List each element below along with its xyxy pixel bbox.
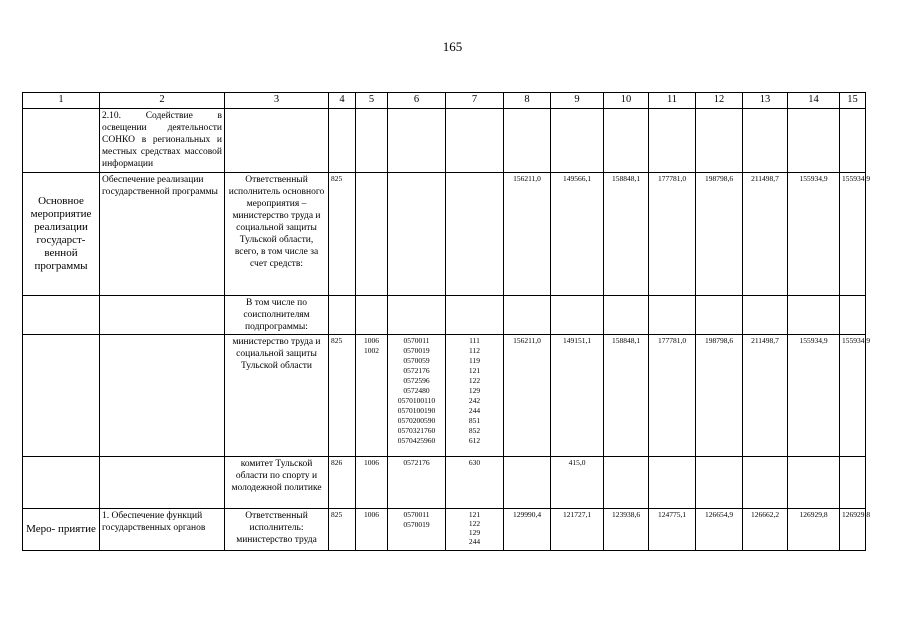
cell-line: 0572596 [403,376,430,385]
cell-line: 121 [468,510,481,519]
table-cell [649,457,696,509]
table-cell [388,335,446,457]
table-cell: 126654,9 [696,509,743,551]
table-cell: Основное мероприятие реализации государст- венной программы [23,173,100,296]
table-cell: 415,0 [551,457,604,509]
table-cell: 156211,0 [504,173,551,296]
header-cell: 7 [446,93,504,109]
table-cell: 825 [329,335,356,457]
cell-line: 0570321760 [397,426,436,435]
cell-line: 242 [468,396,481,405]
table-cell [388,109,446,173]
table-cell [504,457,551,509]
table-cell [388,509,446,551]
table-cell [696,296,743,335]
header-cell: 13 [743,93,788,109]
table-cell [225,109,329,173]
header-cell: 4 [329,93,356,109]
cell-line: 612 [468,436,481,445]
table-cell: 825 [329,173,356,296]
table-cell: 129990,4 [504,509,551,551]
table-cell: министерство труда и социальной защиты Тульской области [225,335,329,457]
table-cell [446,173,504,296]
cell-line: 1002 [364,346,379,355]
table-cell: 149566,1 [551,173,604,296]
cell-line: 244 [468,537,481,546]
table-cell [696,457,743,509]
table-cell [840,109,866,173]
table-cell: 155934,9 [788,173,840,296]
table-cell: 211498,7 [743,335,788,457]
table-cell [329,109,356,173]
header-cell: 5 [356,93,388,109]
table-cell [356,335,388,457]
table-cell: 155934,9 [788,335,840,457]
table-cell: 826 [329,457,356,509]
cell-line: 122 [468,519,481,528]
table-cell: 158848,1 [604,173,649,296]
table-cell [696,109,743,173]
table-cell [100,335,225,457]
table-cell: 630 [446,457,504,509]
table-cell: 126929,8 [840,509,866,551]
table-cell: В том числе по соисполнителям подпрограммы: [225,296,329,335]
cell-line: 0570011 [403,510,430,519]
table-cell: 0572176 [388,457,446,509]
table-cell: 156211,0 [504,335,551,457]
table-cell: комитет Тульской области по спорту и молодежной политике [225,457,329,509]
table-cell: 825 [329,509,356,551]
program-table [22,92,871,551]
table-cell: 121727,1 [551,509,604,551]
table-cell [356,296,388,335]
cell-line: 129 [468,528,481,537]
page-number: 165 [442,39,463,54]
table-cell [504,296,551,335]
cell-line: 851 [468,416,481,425]
cell-line: 0572480 [403,386,430,395]
table-cell: 1006 [356,457,388,509]
table-row [23,173,866,296]
table-cell: 1006 [356,509,388,551]
table-cell: Ответственный исполнитель основного мероприятия – министерство труда и социальной защиты Тульской области, всего, в том числе за счет средств: [225,173,329,296]
cell-line: 112 [469,346,480,355]
cell-line: 0570200590 [397,416,436,425]
table-cell [649,296,696,335]
table-cell [446,335,504,457]
table-cell [604,296,649,335]
header-cell: 1 [23,93,100,109]
table-cell [446,109,504,173]
table-cell [388,296,446,335]
table-cell: 124775,1 [649,509,696,551]
table-cell: Меро- приятие [23,509,100,551]
table-cell [446,296,504,335]
table-cell [23,109,100,173]
table-cell: 123938,6 [604,509,649,551]
table-cell [100,457,225,509]
cell-line: 0570100190 [397,406,436,415]
table-cell: 211498,7 [743,173,788,296]
table-cell [788,109,840,173]
table-cell [604,109,649,173]
table-cell [23,335,100,457]
table-cell [788,457,840,509]
header-cell: 15 [840,93,866,109]
cell-line: 0570425960 [397,436,436,445]
table-cell [604,457,649,509]
cell-line: 111 [469,336,480,345]
cell-line: 0570019 [403,520,430,529]
table-cell [551,109,604,173]
header-cell: 2 [100,93,225,109]
header-cell: 14 [788,93,840,109]
table-cell: 1. Обеспечение функций государственных органов [100,509,225,551]
table-cell [840,296,866,335]
table-row [23,509,866,551]
table-cell [649,109,696,173]
table-cell: 177781,0 [649,335,696,457]
table-cell [100,296,225,335]
table-cell: 2.10. Содействие в освещении деятельности СОНКО в региональных и местных средствах массовой информации [100,109,225,173]
table-cell [551,296,604,335]
cell-line: 0570059 [403,356,430,365]
table-cell [23,296,100,335]
table-cell: 177781,0 [649,173,696,296]
table-row [23,457,866,509]
table-cell: 198798,6 [696,335,743,457]
table-row [23,296,866,335]
table-cell [743,457,788,509]
table-cell [840,457,866,509]
cell-line: 129 [468,386,481,395]
table-cell: 155934,9 [840,335,866,457]
table-cell: 158848,1 [604,335,649,457]
table-cell: Обеспечение реализации государственной программы [100,173,225,296]
header-cell: 12 [696,93,743,109]
header-cell: 3 [225,93,329,109]
header-cell: 9 [551,93,604,109]
cell-line: 0572176 [403,366,430,375]
header-cell: 6 [388,93,446,109]
table-cell: 198798,6 [696,173,743,296]
table-cell [743,109,788,173]
header-cell: 8 [504,93,551,109]
table-cell [788,296,840,335]
table-cell [329,296,356,335]
cell-line: 122 [468,376,481,385]
header-cell: 11 [649,93,696,109]
header-cell: 10 [604,93,649,109]
table-cell: Ответственный исполнитель: министерство труда [225,509,329,551]
cell-line: 852 [468,426,481,435]
table-cell: 155934,9 [840,173,866,296]
cell-line: 0570011 [403,336,430,345]
table-cell [504,109,551,173]
table-row [23,335,866,457]
table-cell [356,109,388,173]
table-cell [446,509,504,551]
table-row [23,109,866,173]
table-cell [356,173,388,296]
table-cell [743,296,788,335]
cell-line: 0570019 [403,346,430,355]
table-cell [388,173,446,296]
cell-line: 1006 [364,336,379,345]
cell-line: 121 [468,366,481,375]
table-cell [23,457,100,509]
cell-line: 244 [468,406,481,415]
header-row [23,93,866,109]
table-cell: 126929,8 [788,509,840,551]
table-cell: 126662,2 [743,509,788,551]
cell-line: 0570100110 [397,396,436,405]
cell-line: 119 [469,356,480,365]
table-cell: 149151,1 [551,335,604,457]
